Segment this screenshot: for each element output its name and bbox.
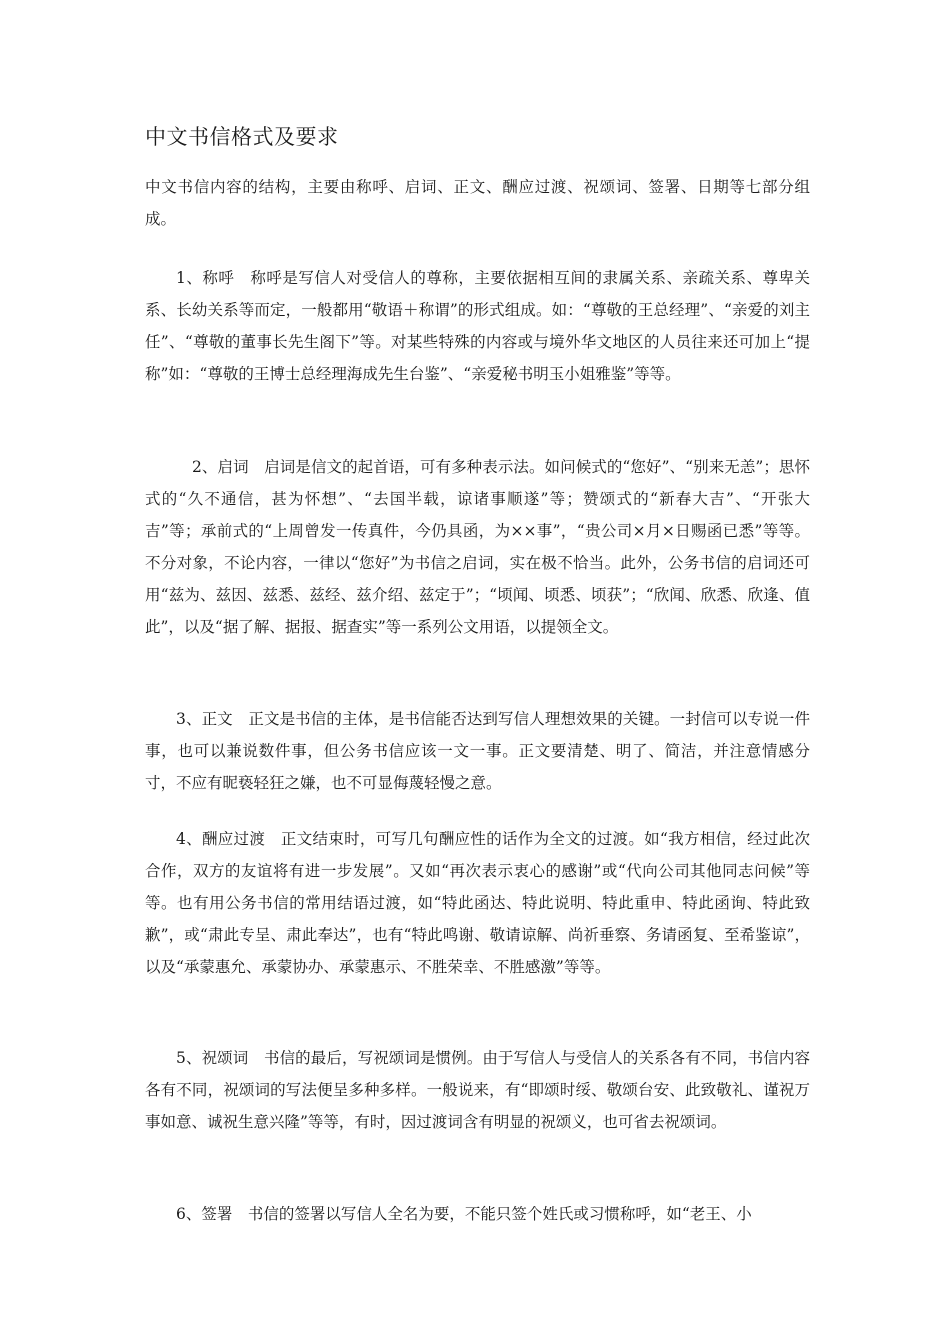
section-salutation: 1、称呼 称呼是写信人对受信人的尊称，主要依据相互间的隶属关系、亲疏关系、尊卑关系、长幼关系等而定，一般都用“敬语＋称谓”的形式组成。如：“尊敬的王总经理”、“亲爱的刘主任”、“尊敬的董事长先生阁下”等。对某些特殊的内容或与境外华文地区的人员往来还可加上“提称”如：“尊敬的王博士总经理海成先生台鉴”、“亲爱秘书明玉小姐雅鉴”等等。 — [145, 269, 810, 383]
intro-paragraph: 中文书信内容的结构，主要由称呼、启词、正文、酬应过渡、祝颂词、签署、日期等七部分组成。 — [145, 178, 810, 228]
section-opening-words: 2、启词 启词是信文的起首语，可有多种表示法。如问候式的“您好”、“别来无恙”；思怀式的“久不通信，甚为怀想”、“去国半载，谅诸事顺遂”等；赞颂式的“新春大吉”、“开张大吉”等；承前式的“上周曾发一传真件，今仍具函，为××事”，“贵公司×月×日赐函已悉”等等。不分对象，不论内容，一律以“您好”为书信之启词，实在极不恰当。此外，公务书信的启词还可用“兹为、兹因、兹悉、兹经、兹介绍、兹定于”；“顷闻、顷悉、顷获”；“欣闻、欣悉、欣逢、值此”，以及“据了解、据报、据查实”等一系列公文用语，以提领全文。 — [145, 458, 810, 636]
document-title: 中文书信格式及要求 — [145, 125, 339, 149]
section-signature: 6、签署 书信的签署以写信人全名为要，不能只签个姓氏或习惯称呼，如“老王、小 — [176, 1205, 752, 1223]
section-transition: 4、酬应过渡 正文结束时，可写几句酬应性的话作为全文的过渡。如“我方相信，经过此次合作，双方的友谊将有进一步发展”。又如“再次表示衷心的感谢”或“代向公司其他同志问候”等等。也有用公务书信的常用结语过渡，如“特此函达、特此说明、特此重申、特此函询、特此致歉”，或“肃此专呈、肃此奉达”，也有“特此鸣谢、敬请谅解、尚祈垂察、务请函复、至希鉴谅”，以及“承蒙惠允、承蒙协办、承蒙惠示、不胜荣幸、不胜感激”等等。 — [145, 830, 810, 976]
section-body-text: 3、正文 正文是书信的主体，是书信能否达到写信人理想效果的关键。一封信可以专说一件事，也可以兼说数件事，但公务书信应该一文一事。正文要清楚、明了、简洁，并注意情感分寸，不应有昵亵轻狂之嫌，也不可显侮蔑轻慢之意。 — [145, 710, 810, 792]
section-closing-wishes: 5、祝颂词 书信的最后，写祝颂词是惯例。由于写信人与受信人的关系各有不同，书信内容各有不同，祝颂词的写法便呈多种多样。一般说来，有“即颂时绥、敬颂台安、此致敬礼、谨祝万事如意、诚祝生意兴隆”等等，有时，因过渡词含有明显的祝颂义，也可省去祝颂词。 — [145, 1049, 810, 1131]
